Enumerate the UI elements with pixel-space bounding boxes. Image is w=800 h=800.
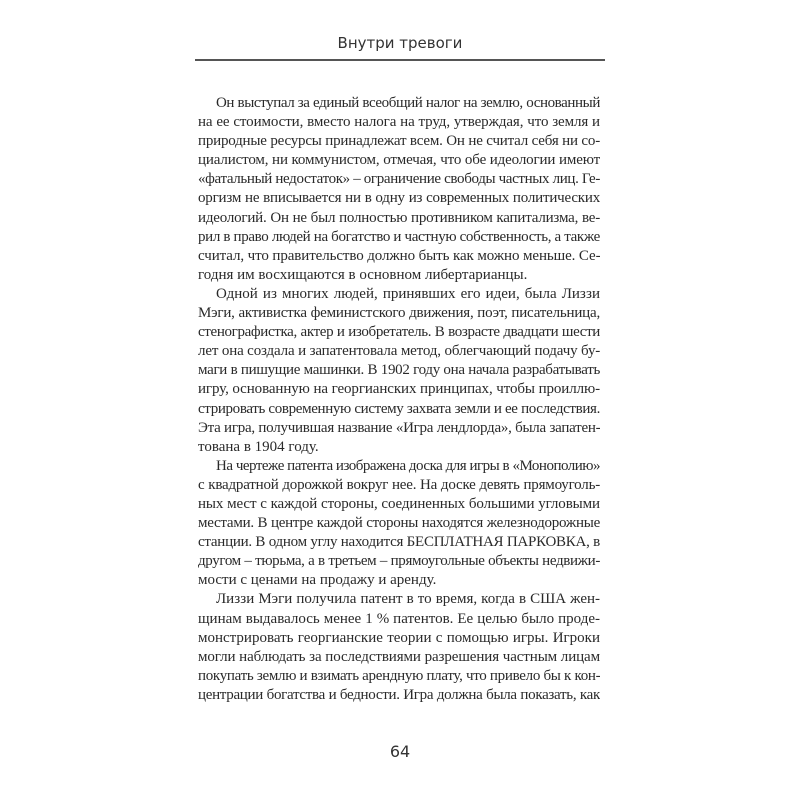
- text-line: покупать землю и взимать арендную плату, что привело бы к кон-: [198, 667, 600, 684]
- text-line: оргизм не вписывается ни в одну из современных политических: [198, 190, 600, 207]
- text-line: на ее стоимости, вместо налога на труд, утверждая, что земля и: [198, 114, 600, 131]
- text-line: циалистом, ни коммунистом, отмечая, что обе идеологии имеют: [198, 152, 600, 169]
- running-header: Внутри тревоги: [337, 34, 463, 52]
- text-line: На чертеже патента изображена доска для игры в «Монополию»: [216, 457, 600, 474]
- text-line: станции. В одном углу находится БЕСПЛАТНАЯ ПАРКОВКА, в: [198, 534, 600, 551]
- text-line: Эта игра, получившая название «Игра лендлорда», была запатен-: [198, 419, 600, 436]
- text-line: ных мест с каждой стороны, соединенных большими угловыми: [198, 495, 600, 512]
- text-line: игру, основанную на георгианских принципах, чтобы проиллю-: [198, 381, 600, 398]
- text-line: годня им восхищаются в основном либертарианцы.: [198, 266, 528, 283]
- text-line: монстрировать георгианские теории с помощью игры. Игроки: [198, 629, 600, 646]
- text-line: Мэги, активистка феминистского движения, поэт, писательница,: [198, 305, 600, 322]
- text-line: стрировать современную систему захвата земли и ее последствия.: [198, 400, 600, 417]
- text-line: Лиззи Мэги получила патент в то время, когда в США жен-: [216, 591, 600, 608]
- text-line: считал, что правительство должно быть как можно меньше. Се-: [198, 247, 600, 264]
- text-line: Одной из многих людей, принявших его идеи, была Лиззи: [216, 285, 600, 302]
- text-line: стенографистка, актер и изобретатель. В возрасте двадцати шести: [198, 324, 600, 341]
- text-line: природные ресурсы принадлежат всем. Он не считал себя ни со-: [198, 133, 600, 150]
- text-line: центрации богатства и бедности. Игра должна была показать, как: [198, 686, 600, 703]
- text-line: маги в пишущие машинки. В 1902 году она начала разрабатывать: [198, 362, 600, 379]
- header-rule: [195, 59, 605, 61]
- text-line: другом – тюрьма, а в третьем – прямоугольные объекты недвижи-: [198, 553, 600, 570]
- text-line: мости с ценами на продажу и аренду.: [198, 572, 437, 589]
- text-line: тована в 1904 году.: [198, 438, 319, 455]
- text-line: идеологий. Он не был полностью противником капитализма, ве-: [198, 209, 600, 226]
- text-line: Он выступал за единый всеобщий налог на землю, основанный: [216, 95, 600, 111]
- text-line: рил в право людей на богатство и частную собственность, а также: [198, 228, 600, 245]
- text-line: могли наблюдать за последствиями разрешения частным лицам: [198, 648, 600, 665]
- page-number: 64: [389, 742, 411, 761]
- text-line: «фатальный недостаток» – ограничение свободы частных лиц. Ге-: [198, 171, 600, 188]
- text-line: щинам выдавалось менее 1 % патентов. Ее целью было проде-: [198, 610, 600, 627]
- page-body-text: [198, 94, 600, 705]
- text-line: с квадратной дорожкой вокруг нее. На доске девять прямоуголь-: [198, 476, 600, 493]
- text-line: местами. В центре каждой стороны находятся железнодорожные: [198, 515, 600, 532]
- text-line: лет она создала и запатентовала метод, облегчающий подачу бу-: [198, 343, 600, 360]
